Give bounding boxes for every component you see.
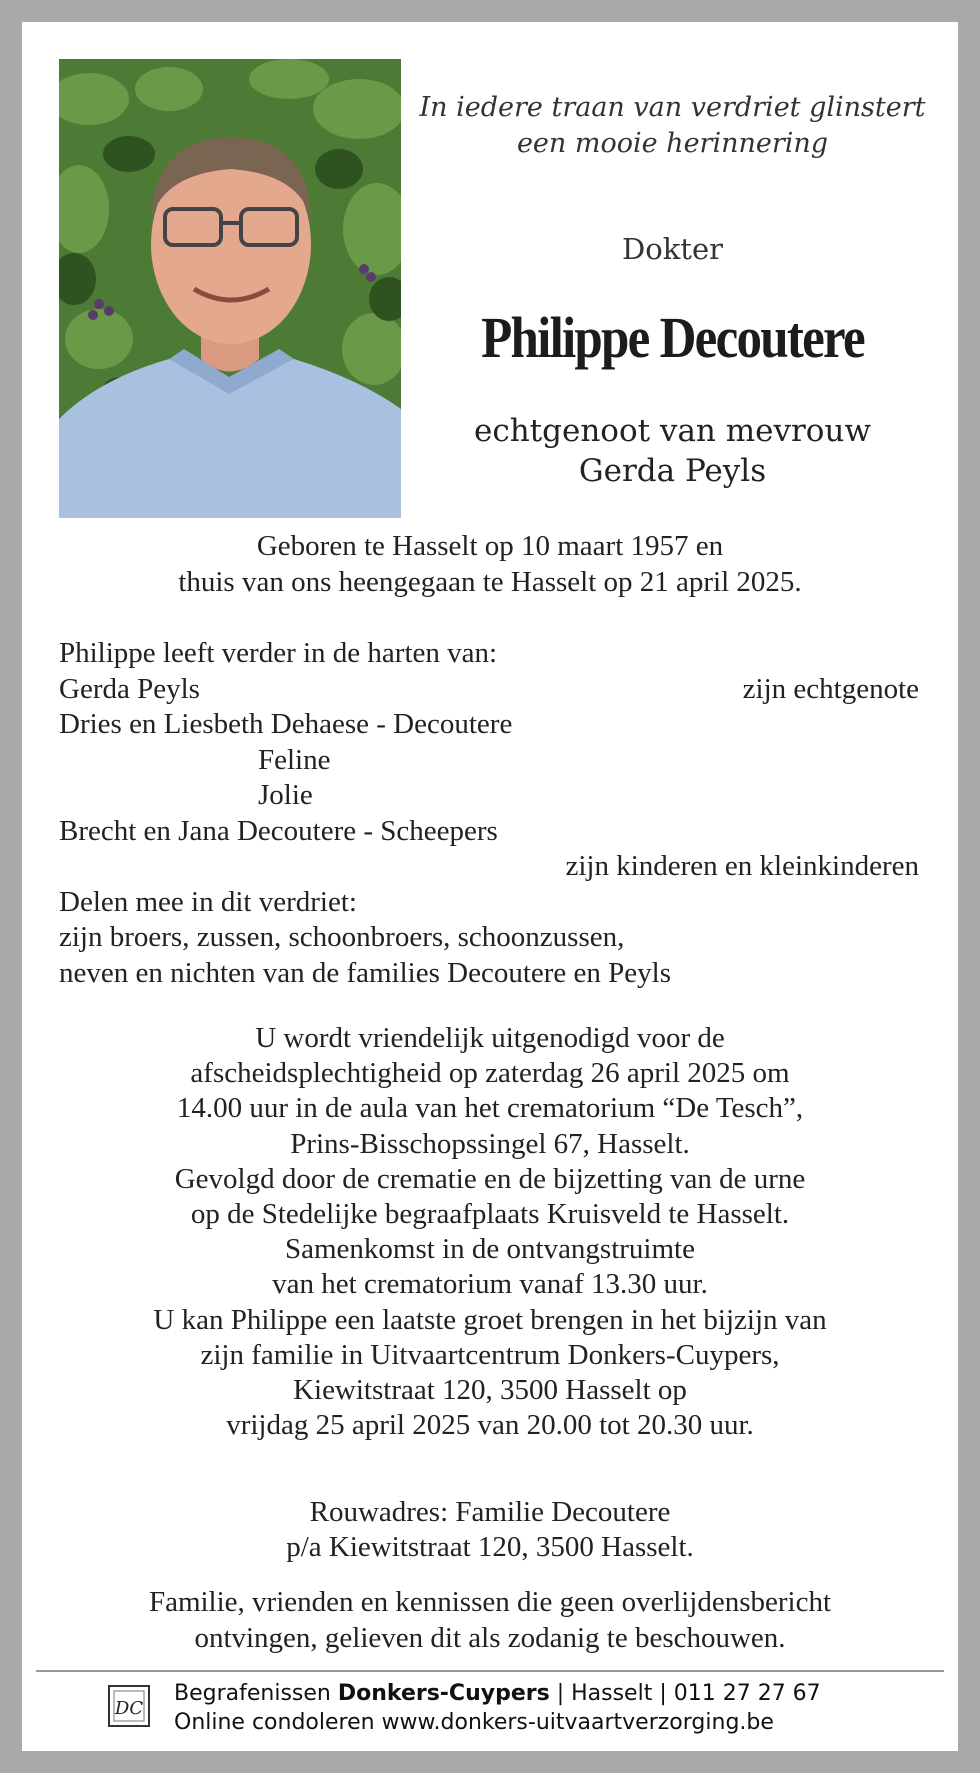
online-condolence-link[interactable]: Online condoleren www.donkers-uitvaartverzorging.be <box>174 1710 774 1735</box>
birth-death-info <box>40 528 940 600</box>
ceremony-line: Gevolgd door de crematie en de bijzetting van de urne <box>174 1162 806 1195</box>
ceremony-line: Samenkomst in de ontvangstruimte <box>285 1233 695 1266</box>
spouse-info <box>400 411 945 491</box>
ceremony-line: U kan Philippe een laatste groet brengen in het bijzijn van <box>153 1303 827 1336</box>
born-line: Geboren te Hasselt op 10 maart 1957 en <box>256 530 724 562</box>
mourners-list <box>59 636 919 991</box>
address-line: p/a Kiewitstraat 120, 3500 Hasselt. <box>286 1531 694 1563</box>
children-label: zijn kinderen en kleinkinderen <box>565 850 919 882</box>
spouse-label: zijn echtgenote <box>742 672 919 705</box>
quote-line: een mooie herinnering <box>516 128 829 159</box>
born-line: thuis van ons heengegaan te Hasselt op 21 april 2025. <box>178 566 802 598</box>
memorial-quote <box>400 90 945 162</box>
mourner-row <box>59 672 919 708</box>
ceremony-line: afscheidsplechtigheid op zaterdag 26 april 2025 om <box>190 1057 790 1090</box>
quote-line: In iedere traan van verdriet glinstert <box>419 92 926 123</box>
child-row: Dries en Liesbeth Dehaese - Decoutere <box>59 708 513 740</box>
closing-line: ontvingen, gelieven dit als zodanig te beschouwen. <box>194 1622 786 1654</box>
mourners-intro: Philippe leeft verder in de harten van: <box>59 637 498 669</box>
footer-prefix: Begrafenissen <box>174 1681 338 1706</box>
deceased-title: Dokter <box>622 232 723 266</box>
svg-text:DC: DC <box>114 1698 144 1719</box>
closing-note <box>40 1584 940 1656</box>
grandchild-row: Jolie <box>258 779 313 811</box>
ceremony-line: vrijdag 25 april 2025 van 20.00 tot 20.30 uur. <box>226 1409 754 1442</box>
ceremony-info <box>40 1021 940 1443</box>
closing-line: Familie, vrienden en kennissen die geen overlijdensbericht <box>148 1586 832 1618</box>
address-line: Rouwadres: Familie Decoutere <box>309 1496 671 1528</box>
mourning-address <box>40 1495 940 1565</box>
footer-line-1 <box>174 1679 821 1708</box>
footer-divider <box>36 1670 944 1672</box>
family-line: neven en nichten van de families Decoutere en Peyls <box>59 956 671 989</box>
footer-text <box>174 1679 821 1737</box>
ceremony-line: 14.00 uur in de aula van het crematorium “De Tesch”, <box>176 1092 804 1125</box>
funeral-home-logo <box>106 1683 152 1729</box>
ceremony-line: van het crematorium vanaf 13.30 uur. <box>272 1268 708 1301</box>
footer-contact: | Hasselt | 011 27 27 67 <box>549 1681 821 1706</box>
ceremony-line: zijn familie in Uitvaartcentrum Donkers-Cuypers, <box>200 1338 780 1371</box>
deceased-name: Philippe Decoutere <box>481 305 864 370</box>
portrait-photo <box>59 59 401 518</box>
spouse-name: Gerda Peyls <box>59 672 200 705</box>
spouse-line: Gerda Peyls <box>578 453 767 489</box>
share-intro: Delen mee in dit verdriet: <box>59 885 357 918</box>
children-label-row <box>59 849 919 885</box>
ceremony-line: Kiewitstraat 120, 3500 Hasselt op <box>293 1374 687 1407</box>
family-line: zijn broers, zussen, schoonbroers, schoonzussen, <box>59 921 625 953</box>
ceremony-line: U wordt vriendelijk uitgenodigd voor de <box>255 1022 725 1054</box>
ceremony-line: op de Stedelijke begraafplaats Kruisveld te Hasselt. <box>190 1198 790 1231</box>
grandchild-row: Feline <box>258 743 331 776</box>
company-name: Donkers-Cuypers <box>337 1681 550 1706</box>
spouse-line: echtgenoot van mevrouw <box>474 413 871 449</box>
child-row: Brecht en Jana Decoutere - Scheepers <box>59 814 498 847</box>
ceremony-line: Prins-Bisschopssingel 67, Hasselt. <box>290 1127 690 1160</box>
